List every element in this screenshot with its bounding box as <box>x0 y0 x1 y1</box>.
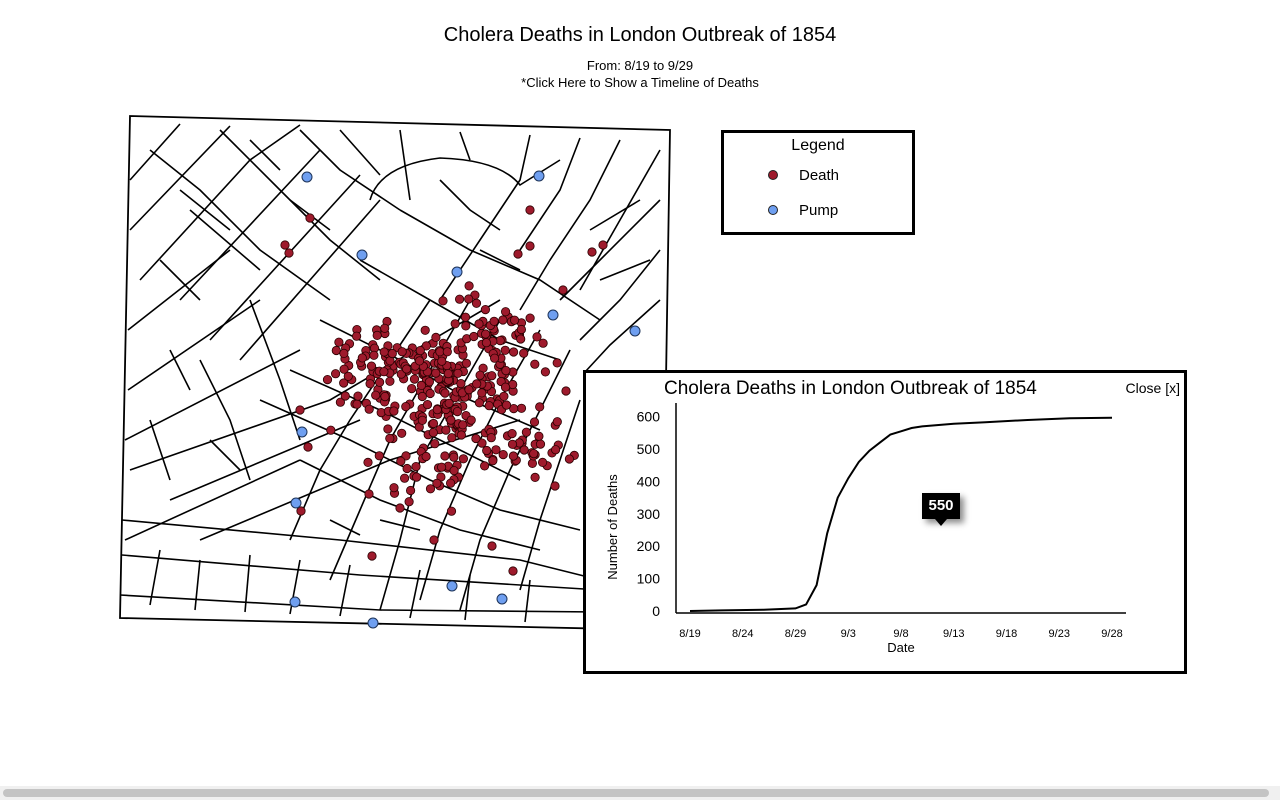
death-marker[interactable] <box>509 348 517 356</box>
death-marker[interactable] <box>437 463 445 471</box>
death-marker[interactable] <box>531 360 539 368</box>
death-marker[interactable] <box>306 214 314 222</box>
death-marker[interactable] <box>476 371 484 379</box>
pump-marker[interactable] <box>302 172 312 182</box>
death-marker[interactable] <box>520 349 528 357</box>
x-tick-label: 9/3 <box>840 628 856 640</box>
close-button[interactable]: Close [x] <box>1125 380 1180 396</box>
death-marker[interactable] <box>400 474 408 482</box>
legend-box <box>721 130 915 235</box>
pump-marker-icon <box>768 205 778 215</box>
death-marker[interactable] <box>475 320 483 328</box>
death-marker[interactable] <box>416 346 424 354</box>
death-marker[interactable] <box>408 384 416 392</box>
death-marker[interactable] <box>459 421 467 429</box>
death-marker[interactable] <box>442 426 450 434</box>
death-marker[interactable] <box>353 400 361 408</box>
y-tick-label: 500 <box>636 441 660 458</box>
death-marker[interactable] <box>475 399 483 407</box>
death-marker[interactable] <box>396 504 404 512</box>
death-marker[interactable] <box>281 241 289 249</box>
death-marker[interactable] <box>492 446 500 454</box>
death-marker[interactable] <box>410 375 418 383</box>
death-marker[interactable] <box>386 377 394 385</box>
death-marker[interactable] <box>510 316 518 324</box>
legend-label-death: Death <box>799 167 840 184</box>
death-marker[interactable] <box>402 365 410 373</box>
pump-marker[interactable] <box>357 250 367 260</box>
death-marker[interactable] <box>509 452 517 460</box>
death-marker[interactable] <box>501 383 509 391</box>
death-marker[interactable] <box>559 286 567 294</box>
death-marker[interactable] <box>551 446 559 454</box>
death-marker[interactable] <box>331 370 339 378</box>
death-marker[interactable] <box>478 389 486 397</box>
series-line <box>690 418 1112 611</box>
timeline-link[interactable]: *Click Here to Show a Timeline of Deaths <box>521 75 759 90</box>
y-tick-label: 0 <box>652 603 660 619</box>
pump-marker[interactable] <box>548 310 558 320</box>
death-marker[interactable] <box>541 368 549 376</box>
death-marker[interactable] <box>441 452 449 460</box>
death-marker[interactable] <box>365 490 373 498</box>
death-marker[interactable] <box>445 399 453 407</box>
death-marker[interactable] <box>429 419 437 427</box>
y-axis-label: Number of Deaths <box>605 474 620 580</box>
legend-item-pump <box>724 200 912 222</box>
x-tick-label: 8/19 <box>679 628 701 640</box>
page-title: Cholera Deaths in London Outbreak of 1854 <box>443 24 837 46</box>
death-marker[interactable] <box>490 317 498 325</box>
death-marker[interactable] <box>380 368 388 376</box>
death-marker[interactable] <box>470 332 478 340</box>
death-marker[interactable] <box>375 452 383 460</box>
death-marker[interactable] <box>536 440 544 448</box>
death-marker[interactable] <box>327 426 335 434</box>
death-marker[interactable] <box>335 338 343 346</box>
death-marker[interactable] <box>483 446 491 454</box>
y-tick-label: 200 <box>636 538 660 555</box>
death-marker[interactable] <box>364 458 372 466</box>
x-tick-label: 9/23 <box>1048 628 1070 640</box>
death-marker[interactable] <box>588 248 596 256</box>
death-marker[interactable] <box>412 462 420 470</box>
death-marker[interactable] <box>403 464 411 472</box>
death-marker[interactable] <box>508 429 516 437</box>
death-marker[interactable] <box>501 308 509 316</box>
pump-marker[interactable] <box>368 618 378 628</box>
death-marker[interactable] <box>539 339 547 347</box>
death-marker[interactable] <box>526 206 534 214</box>
death-marker[interactable] <box>481 330 489 338</box>
death-marker[interactable] <box>398 348 406 356</box>
death-marker[interactable] <box>446 479 454 487</box>
death-marker[interactable] <box>551 482 559 490</box>
pump-marker[interactable] <box>290 597 300 607</box>
death-marker[interactable] <box>565 455 573 463</box>
death-marker[interactable] <box>553 359 561 367</box>
death-marker[interactable] <box>384 425 392 433</box>
death-marker[interactable] <box>451 320 459 328</box>
death-marker[interactable] <box>489 457 497 465</box>
death-marker[interactable] <box>415 357 423 365</box>
death-marker[interactable] <box>432 333 440 341</box>
death-marker[interactable] <box>367 362 375 370</box>
death-marker[interactable] <box>412 473 420 481</box>
death-marker[interactable] <box>433 406 441 414</box>
death-marker[interactable] <box>429 428 437 436</box>
death-marker[interactable] <box>373 331 381 339</box>
death-marker[interactable] <box>448 434 456 442</box>
death-marker[interactable] <box>500 392 508 400</box>
death-marker[interactable] <box>418 392 426 400</box>
popup-title: Cholera Deaths in London Outbreak of 1854 <box>664 378 1037 399</box>
death-marker[interactable] <box>465 282 473 290</box>
death-marker[interactable] <box>599 241 607 249</box>
death-marker[interactable] <box>380 348 388 356</box>
death-marker[interactable] <box>517 404 525 412</box>
x-tick-label: 9/28 <box>1101 628 1123 640</box>
death-marker[interactable] <box>340 349 348 357</box>
death-marker[interactable] <box>562 387 570 395</box>
death-marker[interactable] <box>467 416 475 424</box>
deaths-line-chart <box>586 373 1184 671</box>
death-marker[interactable] <box>553 418 561 426</box>
death-marker[interactable] <box>482 339 490 347</box>
death-marker[interactable] <box>501 346 509 354</box>
death-marker[interactable] <box>441 389 449 397</box>
death-marker[interactable] <box>531 473 539 481</box>
death-marker-icon <box>768 170 778 180</box>
death-marker[interactable] <box>499 316 507 324</box>
death-marker[interactable] <box>304 443 312 451</box>
pump-marker[interactable] <box>291 498 301 508</box>
death-marker[interactable] <box>517 335 525 343</box>
death-marker[interactable] <box>447 507 455 515</box>
death-marker[interactable] <box>365 405 373 413</box>
death-marker[interactable] <box>462 359 470 367</box>
y-tick-label: 400 <box>636 473 660 490</box>
death-marker[interactable] <box>397 457 405 465</box>
death-marker[interactable] <box>508 440 516 448</box>
death-marker[interactable] <box>375 378 383 386</box>
death-marker[interactable] <box>405 498 413 506</box>
death-marker[interactable] <box>454 369 462 377</box>
death-marker[interactable] <box>538 458 546 466</box>
y-tick-label: 300 <box>636 505 660 522</box>
death-marker[interactable] <box>502 366 510 374</box>
x-tick-label: 8/29 <box>784 628 807 640</box>
death-marker[interactable] <box>426 485 434 493</box>
death-marker[interactable] <box>390 407 398 415</box>
death-marker[interactable] <box>402 402 410 410</box>
death-marker[interactable] <box>528 459 536 467</box>
pump-marker[interactable] <box>452 267 462 277</box>
death-marker[interactable] <box>417 381 425 389</box>
death-marker[interactable] <box>430 536 438 544</box>
death-marker[interactable] <box>341 392 349 400</box>
death-marker[interactable] <box>485 402 493 410</box>
death-marker[interactable] <box>352 332 360 340</box>
death-marker[interactable] <box>390 484 398 492</box>
death-marker[interactable] <box>499 450 507 458</box>
death-marker[interactable] <box>381 392 389 400</box>
x-tick-label: 8/24 <box>732 628 754 640</box>
death-marker[interactable] <box>398 429 406 437</box>
death-marker[interactable] <box>535 432 543 440</box>
death-marker[interactable] <box>530 449 538 457</box>
legend-item-death <box>724 165 912 187</box>
death-marker[interactable] <box>432 369 440 377</box>
death-marker[interactable] <box>488 542 496 550</box>
death-marker[interactable] <box>422 452 430 460</box>
death-marker[interactable] <box>421 326 429 334</box>
death-marker[interactable] <box>358 354 366 362</box>
death-marker[interactable] <box>480 462 488 470</box>
death-marker[interactable] <box>526 314 534 322</box>
y-tick-label: 100 <box>636 570 660 587</box>
death-marker[interactable] <box>461 313 469 321</box>
timeline-popup <box>583 370 1187 674</box>
legend-label-pump: Pump <box>799 202 839 219</box>
x-tick-label: 9/13 <box>943 628 965 640</box>
death-marker[interactable] <box>439 297 447 305</box>
death-marker[interactable] <box>536 403 544 411</box>
death-marker[interactable] <box>381 324 389 332</box>
death-marker[interactable] <box>423 400 431 408</box>
death-marker[interactable] <box>366 380 374 388</box>
death-marker[interactable] <box>296 406 304 414</box>
death-marker[interactable] <box>444 369 452 377</box>
pump-marker[interactable] <box>447 581 457 591</box>
x-tick-label: 9/8 <box>893 628 909 640</box>
death-marker[interactable] <box>450 453 458 461</box>
pump-marker[interactable] <box>497 594 507 604</box>
legend-title: Legend <box>791 137 845 154</box>
death-marker[interactable] <box>522 428 530 436</box>
death-marker[interactable] <box>487 434 495 442</box>
death-marker[interactable] <box>447 416 455 424</box>
death-marker[interactable] <box>455 295 463 303</box>
death-marker[interactable] <box>332 346 340 354</box>
death-marker[interactable] <box>340 365 348 373</box>
death-marker[interactable] <box>388 349 396 357</box>
death-marker[interactable] <box>418 416 426 424</box>
scrollbar-thumb[interactable] <box>3 789 1269 797</box>
x-tick-label: 9/18 <box>995 628 1018 640</box>
death-marker[interactable] <box>406 486 414 494</box>
death-marker[interactable] <box>457 431 465 439</box>
death-marker[interactable] <box>514 250 522 258</box>
value-tooltip: 550 <box>922 493 960 519</box>
death-marker[interactable] <box>473 380 481 388</box>
death-marker[interactable] <box>285 249 293 257</box>
death-marker[interactable] <box>502 401 510 409</box>
death-marker[interactable] <box>431 440 439 448</box>
pump-marker[interactable] <box>297 427 307 437</box>
death-marker[interactable] <box>370 351 378 359</box>
death-marker[interactable] <box>425 378 433 386</box>
date-range-label: From: 8/19 to 9/29 <box>586 58 694 73</box>
death-marker[interactable] <box>488 372 496 380</box>
death-marker[interactable] <box>438 357 446 365</box>
death-marker[interactable] <box>453 407 461 415</box>
x-axis-label: Date <box>887 640 915 655</box>
death-marker[interactable] <box>457 379 465 387</box>
death-marker[interactable] <box>530 418 538 426</box>
death-marker[interactable] <box>472 299 480 307</box>
death-marker[interactable] <box>386 434 394 442</box>
death-marker[interactable] <box>472 434 480 442</box>
death-marker[interactable] <box>368 552 376 560</box>
death-marker[interactable] <box>323 375 331 383</box>
death-marker[interactable] <box>509 567 517 575</box>
death-marker[interactable] <box>533 333 541 341</box>
death-marker[interactable] <box>526 242 534 250</box>
death-marker[interactable] <box>426 389 434 397</box>
death-marker[interactable] <box>481 305 489 313</box>
pump-marker[interactable] <box>630 326 640 336</box>
death-marker[interactable] <box>372 391 380 399</box>
horizontal-scrollbar[interactable] <box>0 786 1280 800</box>
death-marker[interactable] <box>459 455 467 463</box>
death-marker[interactable] <box>517 325 525 333</box>
death-marker[interactable] <box>450 466 458 474</box>
death-marker[interactable] <box>462 322 470 330</box>
death-marker[interactable] <box>465 295 473 303</box>
pump-marker[interactable] <box>534 171 544 181</box>
y-tick-label: 600 <box>636 408 660 425</box>
death-marker[interactable] <box>354 392 362 400</box>
death-marker[interactable] <box>443 348 451 356</box>
death-marker[interactable] <box>465 386 473 394</box>
death-marker[interactable] <box>490 354 498 362</box>
